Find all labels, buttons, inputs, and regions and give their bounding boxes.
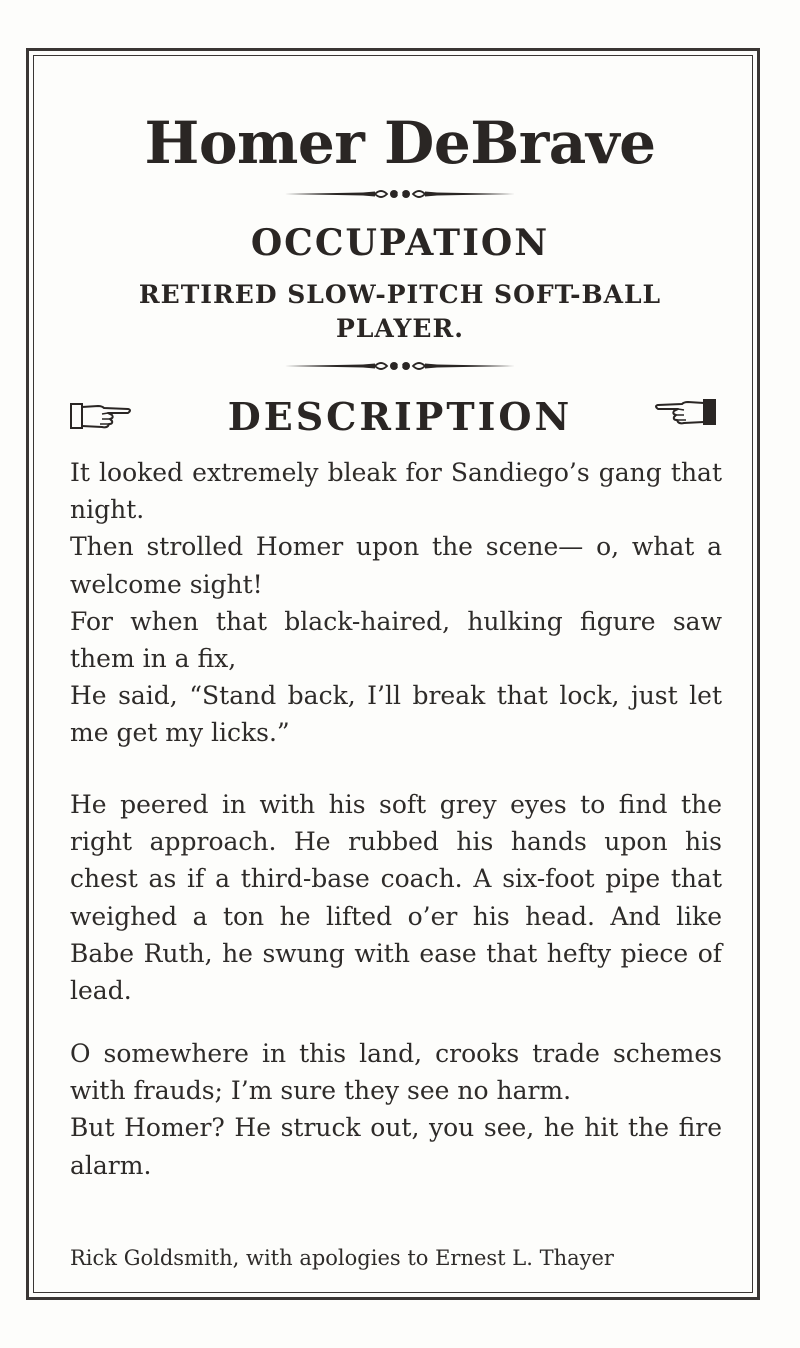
poem-stanza-1 bbox=[70, 454, 722, 752]
poem-line: He said, “Stand back, I’ll break that lock, just let me get my licks.” bbox=[70, 681, 722, 748]
attribution-credit: Rick Goldsmith, with apologies to Ernest L. Thayer bbox=[70, 1246, 614, 1270]
poem-stanza-2 bbox=[70, 786, 722, 1009]
occupation-text: RETIRED SLOW-PITCH SOFT-BALL PLAYER. bbox=[138, 280, 662, 343]
poem-line: He peered in with his soft grey eyes to find the right approach. He rubbed his hands upon his chest as if a third-base coach. A six-foot pipe that weighed a ton he lifted o’er his head. And like Babe Ruth, he swung with ease that hefty piece of lead. bbox=[70, 790, 722, 1006]
scroll-ornament-icon bbox=[283, 186, 517, 202]
poem-line: But Homer? He struck out, you see, he hit the fire alarm. bbox=[70, 1113, 722, 1180]
poem-line: Then strolled Homer upon the scene— o, what a welcome sight! bbox=[70, 532, 722, 599]
poem-line: It looked extremely bleak for Sandiego’s gang that night. bbox=[70, 458, 722, 525]
card-title: Homer DeBrave bbox=[144, 109, 656, 177]
description-heading: DESCRIPTION bbox=[227, 394, 573, 439]
poem-line: O somewhere in this land, crooks trade schemes with frauds; I’m sure they see no harm. bbox=[70, 1039, 722, 1106]
poem-line: For when that black-haired, hulking figure saw them in a fix, bbox=[70, 606, 722, 674]
scroll-ornament-icon bbox=[283, 358, 517, 374]
occupation-heading: OCCUPATION bbox=[250, 222, 550, 264]
pointing-hand-left-icon bbox=[652, 394, 718, 428]
poem-stanza-3 bbox=[70, 1035, 722, 1184]
